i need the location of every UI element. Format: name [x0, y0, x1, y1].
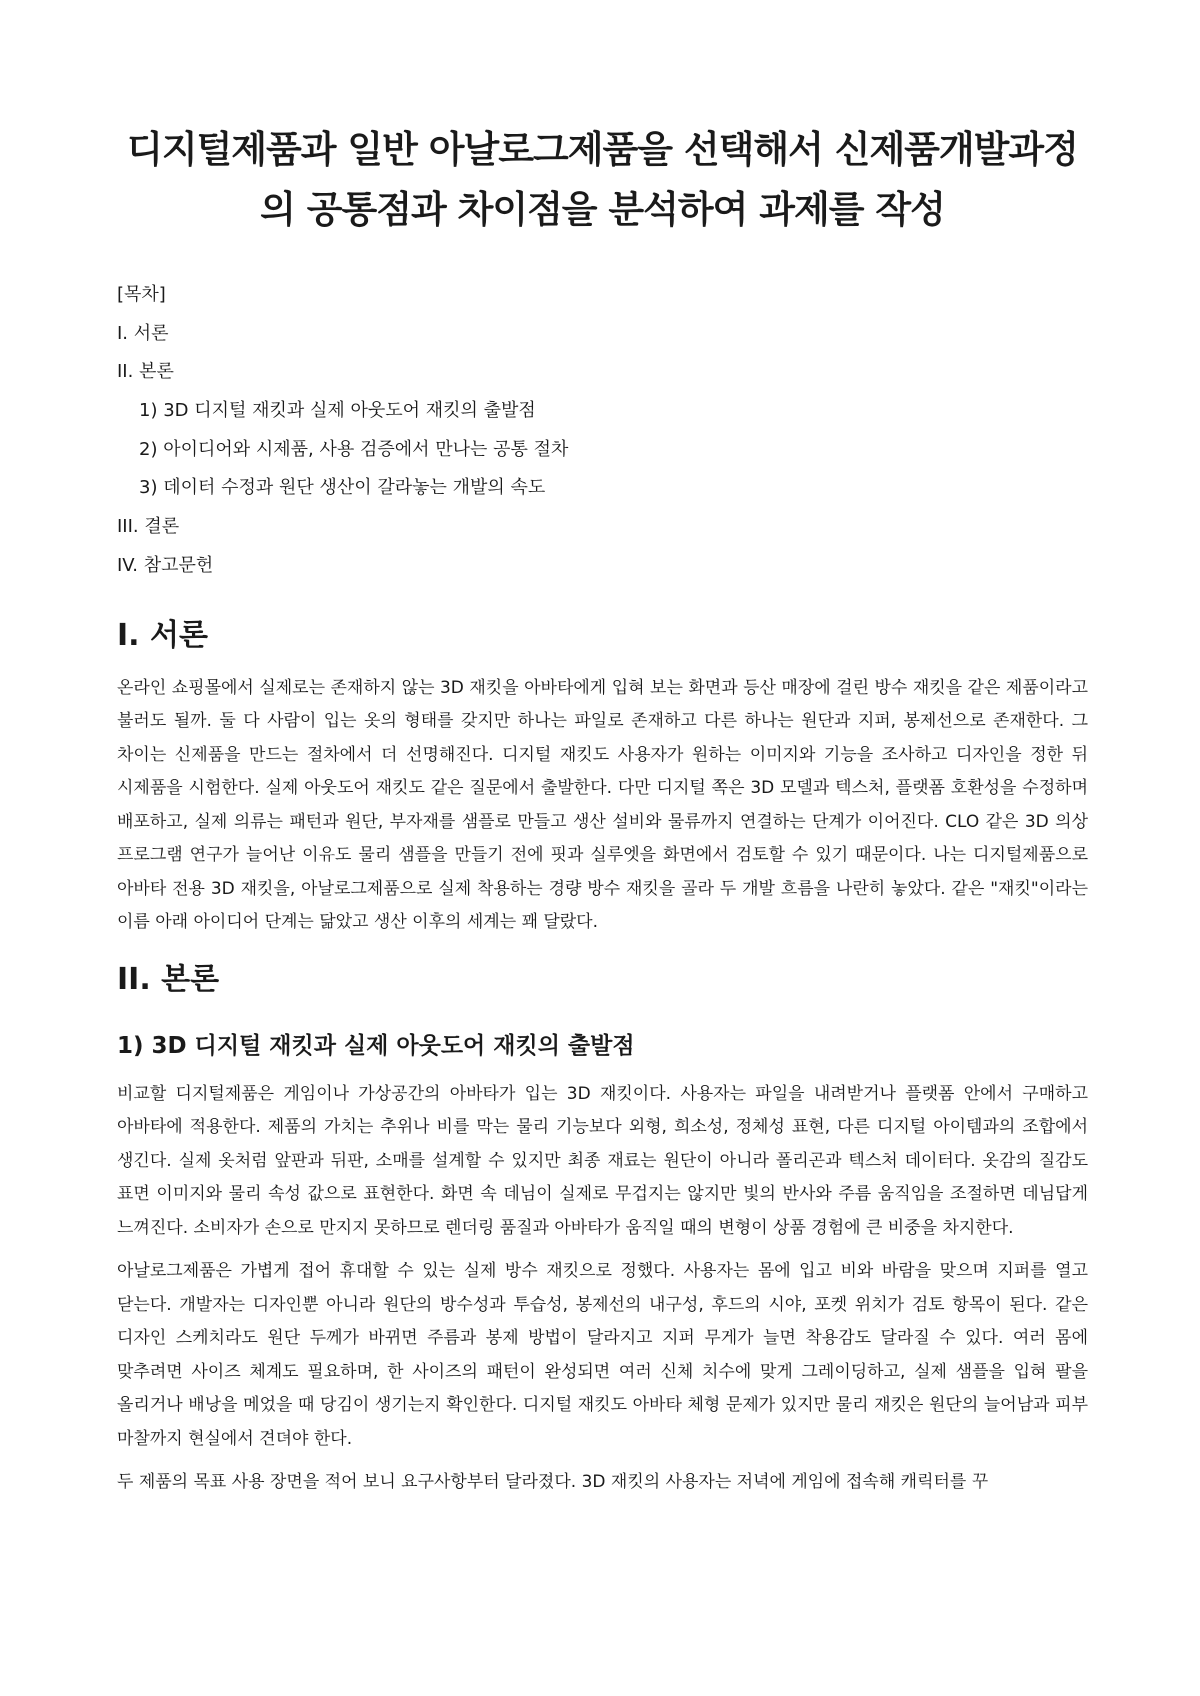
section-heading-intro: I. 서론 — [117, 617, 208, 653]
toc-item-body: II. 본론 — [117, 361, 174, 383]
subsection-heading-1: 1) 3D 디지털 재킷과 실제 아웃도어 재킷의 출발점 — [117, 1032, 635, 1059]
body-paragraph-2: 아날로그제품은 가볍게 접어 휴대할 수 있는 실제 방수 재킷으로 정했다. 사용자는 몸에 입고 비와 바람을 맞으며 지퍼를 열고 닫는다. 개발자는 디자인뿐 아니라 원단의 방수성과 투습성, 봉제선의 내구성, 후드의 시야, 포켓 위치가 검토 항목이 된다. 같은 디자인 스케치라도 원단 두께가 바뀌면 주름과 봉제 방법이 달라지고 지퍼 무게가 늘면 착용감도 달라질 수 있다. 여러 몸에 맞추려면 사이즈 체계도 필요하며, 한 사이즈의 패턴이 완성되면 여러 신체 치수에 맞게 그레이딩하고, 실제 샘플을 입혀 팔을 올리거나 배낭을 메었을 때 당김이 생기는지 확인한다. 디지털 재킷도 아바타 체형 문제가 있지만 물리 재킷은 원단의 늘어남과 피부 마찰까지 현실에서 견뎌야 한다. — [117, 1261, 1088, 1449]
body-paragraph-3: 두 제품의 목표 사용 장면을 적어 보니 요구사항부터 달라졌다. 3D 재킷의 사용자는 저녁에 게임에 접속해 캐릭터를 꾸 — [117, 1472, 989, 1492]
body-paragraph-1: 비교할 디지털제품은 게임이나 가상공간의 아바타가 입는 3D 재킷이다. 사용자는 파일을 내려받거나 플랫폼 안에서 구매하고 아바타에 적용한다. 제품의 가치는 추위나 비를 막는 물리 기능보다 외형, 희소성, 정체성 표현, 다른 디지털 아이템과의 조합에서 생긴다. 실제 옷처럼 앞판과 뒤판, 소매를 설계할 수 있지만 최종 재료는 원단이 아니라 폴리곤과 텍스처 데이터다. 옷감의 질감도 표면 이미지와 물리 속성 값으로 표현한다. 화면 속 데님이 실제로 무겁지는 않지만 빛의 반사와 주름 움직임을 조절하면 데님답게 느껴진다. 소비자가 손으로 만지지 못하므로 렌더링 품질과 아바타가 움직일 때의 변형이 상품 경험에 큰 비중을 차지한다. — [117, 1083, 1088, 1238]
toc-heading: [목차] — [117, 284, 166, 305]
toc-item-intro: I. 서론 — [117, 322, 169, 344]
section-heading-body: II. 본론 — [117, 961, 220, 997]
document-title: 디지털제품과 일반 아날로그제품을 선택해서 신제품개발과정의 공통점과 차이점을 분석하여 과제를 작성 — [127, 128, 1078, 231]
toc-item-body-1: 1) 3D 디지털 재킷과 실제 아웃도어 재킷의 출발점 — [139, 400, 536, 422]
toc-item-references: IV. 참고문헌 — [117, 554, 214, 576]
toc-item-conclusion: III. 결론 — [117, 516, 180, 538]
table-of-contents — [117, 276, 1088, 586]
toc-item-body-2: 2) 아이디어와 시제품, 사용 검증에서 만나는 공통 절차 — [139, 438, 569, 460]
intro-paragraph: 온라인 쇼핑몰에서 실제로는 존재하지 않는 3D 재킷을 아바타에게 입혀 보는 화면과 등산 매장에 걸린 방수 재킷을 같은 제품이라고 불러도 될까. 둘 다 사람이 입는 옷의 형태를 갖지만 하나는 파일로 존재하고 다른 하나는 원단과 지퍼, 봉제선으로 존재한다. 그 차이는 신제품을 만드는 절차에서 더 선명해진다. 디지털 재킷도 사용자가 원하는 이미지와 기능을 조사하고 디자인을 정한 뒤 시제품을 시험한다. 실제 아웃도어 재킷도 같은 질문에서 출발한다. 다만 디지털 쪽은 3D 모델과 텍스처, 플랫폼 호환성을 수정하며 배포하고, 실제 의류는 패턴과 원단, 부자재를 샘플로 만들고 생산 설비와 물류까지 연결하는 단계가 이어진다. CLO 같은 3D 의상 프로그램 연구가 늘어난 이유도 물리 샘플을 만들기 전에 핏과 실루엣을 화면에서 검토할 수 있기 때문이다. 나는 디지털제품으로 아바타 전용 3D 재킷을, 아날로그제품으로 실제 착용하는 경량 방수 재킷을 골라 두 개발 흐름을 나란히 놓았다. 같은 "재킷"이라는 이름 아래 아이디어 단계는 닮았고 생산 이후의 세계는 꽤 달랐다. — [117, 677, 1088, 932]
toc-item-body-3: 3) 데이터 수정과 원단 생산이 갈라놓는 개발의 속도 — [139, 477, 546, 499]
